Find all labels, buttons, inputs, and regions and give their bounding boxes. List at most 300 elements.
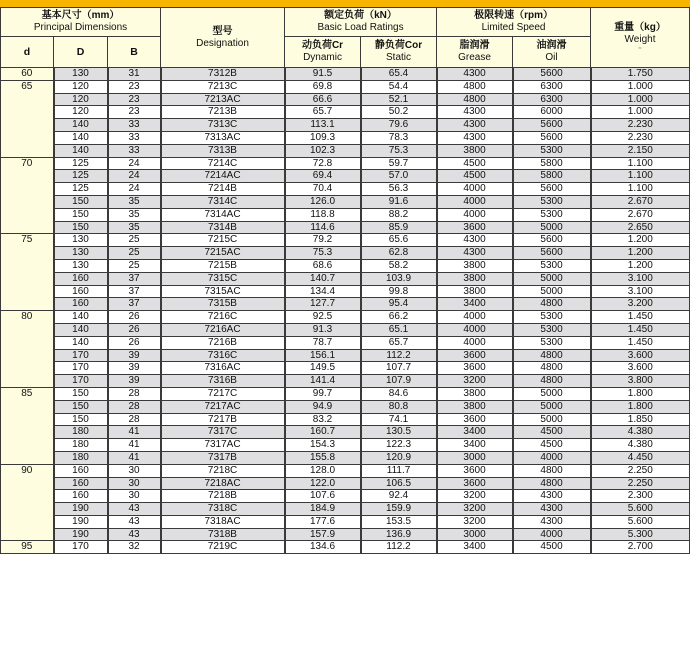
oil-cell: 6300 — [513, 93, 591, 106]
static-cell: 122.3 — [361, 439, 437, 452]
designation-cell: 7217C — [161, 387, 285, 400]
oil-cell: 4800 — [513, 477, 591, 490]
oil-cell: 5800 — [513, 170, 591, 183]
oil-cell: 5000 — [513, 387, 591, 400]
static-zh: 静负荷Cor — [374, 40, 423, 51]
table-row — [1, 464, 690, 477]
B-cell: 41 — [108, 439, 161, 452]
weight-cell: 4.380 — [591, 439, 690, 452]
static-cell: 57.0 — [361, 170, 437, 183]
designation-cell: 7316AC — [161, 362, 285, 375]
grease-cell: 4300 — [437, 119, 513, 132]
B-cell: 25 — [108, 234, 161, 247]
grease-cell: 3000 — [437, 451, 513, 464]
B-cell: 24 — [108, 170, 161, 183]
D-cell: 140 — [54, 311, 108, 324]
d-cell: 75 — [1, 234, 54, 311]
dynamic-cell: 154.3 — [285, 439, 361, 452]
dynamic-cell: 127.7 — [285, 298, 361, 311]
static-cell: 65.6 — [361, 234, 437, 247]
designation-cell: 7216AC — [161, 323, 285, 336]
static-cell: 56.3 — [361, 183, 437, 196]
B-cell: 37 — [108, 272, 161, 285]
dynamic-cell: 134.6 — [285, 541, 361, 554]
B-cell: 32 — [108, 541, 161, 554]
B-cell: 23 — [108, 80, 161, 93]
D-cell: 170 — [54, 362, 108, 375]
oil-cell: 5000 — [513, 272, 591, 285]
oil-cell: 5300 — [513, 336, 591, 349]
speed-zh: 极限转速（rpm） — [474, 10, 553, 21]
grease-cell: 3200 — [437, 490, 513, 503]
weight-cell: 3.800 — [591, 375, 690, 388]
static-cell: 65.4 — [361, 68, 437, 81]
grease-cell: 4300 — [437, 247, 513, 260]
oil-cell: 5300 — [513, 311, 591, 324]
oil-cell: 4500 — [513, 439, 591, 452]
header-row-2 — [1, 37, 690, 68]
weight-cell: 1.000 — [591, 106, 690, 119]
designation-cell: 7318C — [161, 503, 285, 516]
weight-cell: 1.800 — [591, 400, 690, 413]
D-cell: 130 — [54, 247, 108, 260]
grease-cell: 3800 — [437, 259, 513, 272]
dynamic-cell: 69.8 — [285, 80, 361, 93]
grease-cell: 3800 — [437, 285, 513, 298]
grease-cell: 4300 — [437, 131, 513, 144]
table-row — [1, 490, 690, 503]
D-cell: 140 — [54, 144, 108, 157]
table-row — [1, 208, 690, 221]
grease-cell: 4300 — [437, 234, 513, 247]
grease-cell: 3400 — [437, 541, 513, 554]
load-zh: 额定负荷（kN） — [324, 10, 397, 21]
grease-cell: 3200 — [437, 503, 513, 516]
designation-cell: 7314C — [161, 195, 285, 208]
weight-cell: 4.380 — [591, 426, 690, 439]
table-row — [1, 375, 690, 388]
grease-cell: 3200 — [437, 375, 513, 388]
d-cell: 95 — [1, 541, 54, 554]
oil-cell: 4800 — [513, 464, 591, 477]
table-row — [1, 106, 690, 119]
static-header — [361, 37, 437, 68]
weight-cell: 2.670 — [591, 195, 690, 208]
oil-cell: 4800 — [513, 298, 591, 311]
static-cell: 120.9 — [361, 451, 437, 464]
dynamic-cell: 118.8 — [285, 208, 361, 221]
grease-cell: 4500 — [437, 157, 513, 170]
weight-cell: 4.450 — [591, 451, 690, 464]
designation-cell: 7313C — [161, 119, 285, 132]
dynamic-cell: 69.4 — [285, 170, 361, 183]
grease-cell: 4000 — [437, 336, 513, 349]
weight-cell: 3.600 — [591, 362, 690, 375]
oil-en: Oil — [545, 52, 558, 63]
grease-cell: 3800 — [437, 400, 513, 413]
dynamic-cell: 149.5 — [285, 362, 361, 375]
grease-cell: 4000 — [437, 195, 513, 208]
B-cell: 28 — [108, 400, 161, 413]
designation-cell: 7314AC — [161, 208, 285, 221]
designation-cell: 7312B — [161, 68, 285, 81]
grease-cell: 3400 — [437, 439, 513, 452]
table-row — [1, 234, 690, 247]
dynamic-cell: 122.0 — [285, 477, 361, 490]
dynamic-cell: 113.1 — [285, 119, 361, 132]
weight-cell: 1.450 — [591, 323, 690, 336]
table-row — [1, 285, 690, 298]
oil-cell: 4300 — [513, 503, 591, 516]
oil-cell: 5000 — [513, 413, 591, 426]
dynamic-cell: 99.7 — [285, 387, 361, 400]
principal-zh: 基本尺寸（mm） — [41, 10, 120, 21]
table-row — [1, 451, 690, 464]
D-cell: 150 — [54, 195, 108, 208]
oil-cell: 5000 — [513, 221, 591, 234]
top-color-band — [0, 0, 690, 7]
D-cell: 150 — [54, 387, 108, 400]
weight-cell: 5.600 — [591, 515, 690, 528]
dynamic-cell: 79.2 — [285, 234, 361, 247]
table-row — [1, 144, 690, 157]
table-row — [1, 477, 690, 490]
static-cell: 95.4 — [361, 298, 437, 311]
oil-cell: 5600 — [513, 247, 591, 260]
grease-cell: 3600 — [437, 362, 513, 375]
table-row — [1, 272, 690, 285]
table-row — [1, 170, 690, 183]
oil-cell: 5600 — [513, 234, 591, 247]
D-cell: 160 — [54, 272, 108, 285]
table-row — [1, 311, 690, 324]
dynamic-cell: 128.0 — [285, 464, 361, 477]
designation-cell: 7317AC — [161, 439, 285, 452]
D-cell: 180 — [54, 451, 108, 464]
table-row — [1, 503, 690, 516]
dynamic-cell: 177.6 — [285, 515, 361, 528]
designation-cell: 7217AC — [161, 400, 285, 413]
table-row — [1, 93, 690, 106]
weight-en: Weight — [624, 34, 656, 45]
table-row — [1, 413, 690, 426]
dynamic-cell: 160.7 — [285, 426, 361, 439]
B-cell: 26 — [108, 323, 161, 336]
grease-cell: 3600 — [437, 349, 513, 362]
designation-cell: 7213AC — [161, 93, 285, 106]
D-cell: 190 — [54, 528, 108, 541]
oil-cell: 5000 — [513, 285, 591, 298]
D-cell: 150 — [54, 413, 108, 426]
B-cell: 33 — [108, 131, 161, 144]
D-cell: 125 — [54, 183, 108, 196]
dynamic-cell: 140.7 — [285, 272, 361, 285]
weight-cell: 1.200 — [591, 234, 690, 247]
oil-cell: 4500 — [513, 541, 591, 554]
table-row — [1, 259, 690, 272]
D-cell: 125 — [54, 157, 108, 170]
grease-cell: 4000 — [437, 311, 513, 324]
grease-cell: 3800 — [437, 272, 513, 285]
weight-cell: 5.300 — [591, 528, 690, 541]
grease-cell: 3600 — [437, 413, 513, 426]
B-cell: 41 — [108, 426, 161, 439]
dynamic-cell: 126.0 — [285, 195, 361, 208]
oil-zh: 油润滑 — [536, 40, 567, 51]
dynamic-cell: 72.8 — [285, 157, 361, 170]
table-row — [1, 362, 690, 375]
d-cell: 85 — [1, 387, 54, 464]
designation-cell: 7218B — [161, 490, 285, 503]
static-cell: 92.4 — [361, 490, 437, 503]
designation-cell: 7219C — [161, 541, 285, 554]
dynamic-cell: 102.3 — [285, 144, 361, 157]
B-cell: 33 — [108, 144, 161, 157]
dynamic-cell: 156.1 — [285, 349, 361, 362]
designation-cell: 7314B — [161, 221, 285, 234]
D-cell: 120 — [54, 80, 108, 93]
oil-cell: 5300 — [513, 195, 591, 208]
weight-header — [591, 8, 690, 68]
oil-cell: 4300 — [513, 515, 591, 528]
D-cell: 140 — [54, 119, 108, 132]
designation-zh: 型号 — [212, 25, 233, 37]
oil-cell: 5800 — [513, 157, 591, 170]
designation-cell: 7217B — [161, 413, 285, 426]
speed-en: Limited Speed — [481, 22, 546, 33]
designation-cell: 7216B — [161, 336, 285, 349]
oil-header — [513, 37, 591, 68]
load-ratings-header — [285, 8, 437, 37]
B-cell: 43 — [108, 515, 161, 528]
D-cell: 160 — [54, 490, 108, 503]
designation-cell: 7216C — [161, 311, 285, 324]
grease-cell: 4800 — [437, 93, 513, 106]
D-cell: 150 — [54, 208, 108, 221]
static-cell: 85.9 — [361, 221, 437, 234]
oil-cell: 5300 — [513, 259, 591, 272]
weight-cell: 3.600 — [591, 349, 690, 362]
dynamic-header — [285, 37, 361, 68]
static-cell: 50.2 — [361, 106, 437, 119]
dynamic-cell: 141.4 — [285, 375, 361, 388]
static-cell: 153.5 — [361, 515, 437, 528]
oil-cell: 4300 — [513, 490, 591, 503]
weight-cell: 2.670 — [591, 208, 690, 221]
D-cell: 150 — [54, 400, 108, 413]
B-cell: 26 — [108, 336, 161, 349]
designation-cell: 7316C — [161, 349, 285, 362]
table-row — [1, 323, 690, 336]
table-row — [1, 247, 690, 260]
D-cell: 140 — [54, 323, 108, 336]
B-cell: 31 — [108, 68, 161, 81]
D-cell: 190 — [54, 515, 108, 528]
grease-cell: 3400 — [437, 298, 513, 311]
designation-cell: 7313B — [161, 144, 285, 157]
oil-cell: 4800 — [513, 349, 591, 362]
B-cell: 35 — [108, 208, 161, 221]
weight-cell: 3.100 — [591, 285, 690, 298]
weight-cell: 1.200 — [591, 259, 690, 272]
designation-cell: 7315B — [161, 298, 285, 311]
table-row — [1, 349, 690, 362]
oil-cell: 5300 — [513, 208, 591, 221]
designation-cell: 7215AC — [161, 247, 285, 260]
grease-header — [437, 37, 513, 68]
designation-cell: 7213C — [161, 80, 285, 93]
weight-cell: 1.450 — [591, 311, 690, 324]
designation-cell: 7318B — [161, 528, 285, 541]
grease-cell: 3800 — [437, 387, 513, 400]
D-cell: 160 — [54, 477, 108, 490]
approx-mark: ≈ — [638, 46, 642, 52]
B-cell: 26 — [108, 311, 161, 324]
B-cell: 39 — [108, 349, 161, 362]
designation-cell: 7214AC — [161, 170, 285, 183]
dynamic-zh: 动负荷Cr — [301, 40, 344, 51]
designation-cell: 7218AC — [161, 477, 285, 490]
limited-speed-header — [437, 8, 591, 37]
table-row — [1, 541, 690, 554]
B-cell: 24 — [108, 183, 161, 196]
static-cell: 84.6 — [361, 387, 437, 400]
D-cell: 180 — [54, 439, 108, 452]
static-cell: 107.7 — [361, 362, 437, 375]
D-cell: 140 — [54, 336, 108, 349]
designation-header — [161, 8, 285, 68]
oil-cell: 4800 — [513, 375, 591, 388]
weight-cell: 1.750 — [591, 68, 690, 81]
principal-en: Principal Dimensions — [33, 22, 128, 33]
dynamic-cell: 184.9 — [285, 503, 361, 516]
grease-cell: 3600 — [437, 464, 513, 477]
weight-cell: 3.100 — [591, 272, 690, 285]
oil-cell: 5000 — [513, 400, 591, 413]
B-cell: 23 — [108, 106, 161, 119]
B-cell: 28 — [108, 387, 161, 400]
oil-cell: 5300 — [513, 323, 591, 336]
designation-cell: 7313AC — [161, 131, 285, 144]
static-cell: 75.3 — [361, 144, 437, 157]
dynamic-cell: 155.8 — [285, 451, 361, 464]
weight-cell: 2.250 — [591, 477, 690, 490]
designation-en: Designation — [196, 37, 249, 49]
weight-cell: 2.230 — [591, 119, 690, 132]
weight-cell: 1.450 — [591, 336, 690, 349]
weight-cell: 2.150 — [591, 144, 690, 157]
designation-cell: 7317C — [161, 426, 285, 439]
grease-cell: 4300 — [437, 68, 513, 81]
B-cell: 35 — [108, 221, 161, 234]
static-cell: 136.9 — [361, 528, 437, 541]
designation-cell: 7218C — [161, 464, 285, 477]
static-cell: 80.8 — [361, 400, 437, 413]
dynamic-cell: 114.6 — [285, 221, 361, 234]
weight-cell: 5.600 — [591, 503, 690, 516]
designation-cell: 7316B — [161, 375, 285, 388]
static-cell: 130.5 — [361, 426, 437, 439]
header-row-1 — [1, 8, 690, 37]
static-cell: 107.9 — [361, 375, 437, 388]
D-header: D — [54, 37, 108, 68]
D-cell: 160 — [54, 285, 108, 298]
B-cell: 37 — [108, 298, 161, 311]
dynamic-cell: 134.4 — [285, 285, 361, 298]
D-cell: 170 — [54, 375, 108, 388]
static-en: Static — [386, 52, 412, 63]
weight-cell: 3.200 — [591, 298, 690, 311]
static-cell: 99.8 — [361, 285, 437, 298]
dynamic-cell: 91.5 — [285, 68, 361, 81]
static-cell: 159.9 — [361, 503, 437, 516]
grease-cell: 3400 — [437, 426, 513, 439]
static-cell: 79.6 — [361, 119, 437, 132]
oil-cell: 4800 — [513, 362, 591, 375]
dynamic-cell: 75.3 — [285, 247, 361, 260]
B-cell: 25 — [108, 259, 161, 272]
B-cell: 41 — [108, 451, 161, 464]
table-row — [1, 221, 690, 234]
grease-cell: 3800 — [437, 144, 513, 157]
D-cell: 125 — [54, 170, 108, 183]
d-cell: 60 — [1, 68, 54, 81]
B-cell: 33 — [108, 119, 161, 132]
grease-zh: 脂润滑 — [459, 40, 490, 51]
weight-cell: 2.300 — [591, 490, 690, 503]
table-row — [1, 80, 690, 93]
static-cell: 62.8 — [361, 247, 437, 260]
designation-cell: 7315C — [161, 272, 285, 285]
weight-cell: 1.000 — [591, 93, 690, 106]
B-cell: 35 — [108, 195, 161, 208]
D-cell: 130 — [54, 68, 108, 81]
grease-en: Grease — [458, 52, 491, 63]
dynamic-cell: 66.6 — [285, 93, 361, 106]
table-row — [1, 131, 690, 144]
oil-cell: 5600 — [513, 119, 591, 132]
oil-cell: 4500 — [513, 426, 591, 439]
static-cell: 111.7 — [361, 464, 437, 477]
static-cell: 106.5 — [361, 477, 437, 490]
designation-cell: 7214C — [161, 157, 285, 170]
table-row — [1, 298, 690, 311]
B-cell: 30 — [108, 490, 161, 503]
d-cell: 80 — [1, 311, 54, 388]
grease-cell: 3600 — [437, 477, 513, 490]
weight-cell: 2.250 — [591, 464, 690, 477]
oil-cell: 5600 — [513, 183, 591, 196]
table-row — [1, 157, 690, 170]
grease-cell: 3000 — [437, 528, 513, 541]
dynamic-cell: 157.9 — [285, 528, 361, 541]
weight-cell: 2.230 — [591, 131, 690, 144]
D-cell: 180 — [54, 426, 108, 439]
oil-cell: 5300 — [513, 144, 591, 157]
D-cell: 190 — [54, 503, 108, 516]
table-row — [1, 387, 690, 400]
B-cell: 39 — [108, 375, 161, 388]
static-cell: 58.2 — [361, 259, 437, 272]
D-cell: 160 — [54, 298, 108, 311]
B-cell: 43 — [108, 503, 161, 516]
weight-cell: 1.100 — [591, 183, 690, 196]
designation-cell: 7318AC — [161, 515, 285, 528]
B-cell: 30 — [108, 464, 161, 477]
static-cell: 65.1 — [361, 323, 437, 336]
dynamic-cell: 68.6 — [285, 259, 361, 272]
D-cell: 130 — [54, 234, 108, 247]
